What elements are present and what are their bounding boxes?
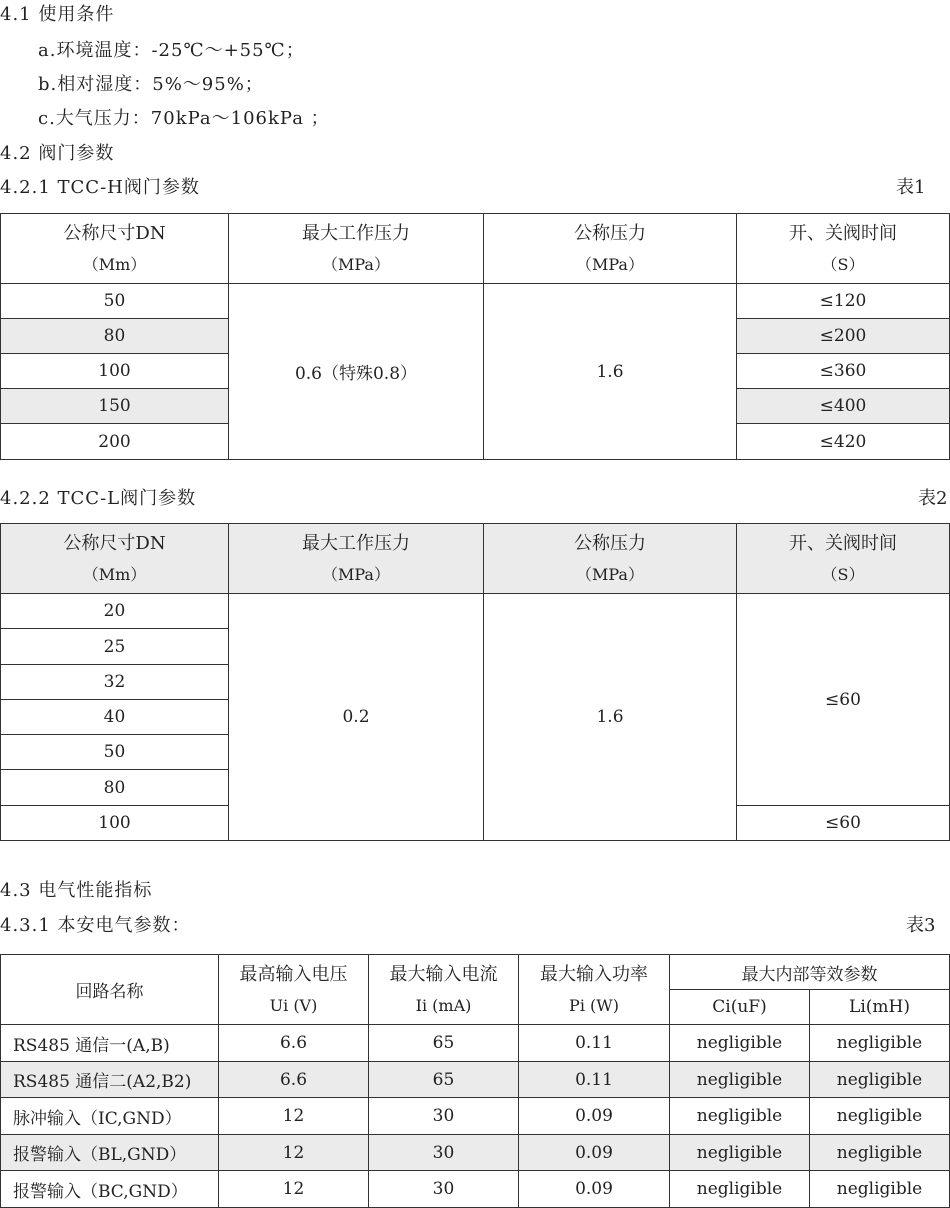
table-row — [1, 1171, 950, 1208]
table3-ci-cell: negligible — [670, 1025, 810, 1062]
table3-ii-cell: 30 — [369, 1171, 519, 1208]
table2-header-row — [1, 524, 950, 594]
table2-dn-cell: 40 — [1, 700, 229, 735]
table3-ui-cell: 6.6 — [219, 1062, 369, 1098]
table3-li-cell: negligible — [810, 1025, 950, 1062]
table1-dn-cell: 150 — [1, 389, 229, 424]
table3-header-power: 最大输入功率 Pi (W) — [519, 955, 670, 1025]
table1-nominal-pressure-cell: 1.6 — [484, 284, 737, 460]
table2-dn-cell: 20 — [1, 594, 229, 629]
table2-header-max-pressure: 最大工作压力 （MPa） — [229, 524, 484, 594]
table3-name-cell: RS485 通信一(A,B) — [1, 1025, 219, 1062]
table3-header-ci: Ci(uF) — [670, 990, 810, 1025]
table1-time-cell: ≤360 — [737, 354, 950, 389]
table3-name-cell: 脉冲输入（IC,GND） — [1, 1098, 219, 1135]
table2-dn-cell: 80 — [1, 770, 229, 806]
table3-ui-cell: 12 — [219, 1171, 369, 1208]
section-4-1-title: 4.1 使用条件 — [0, 4, 115, 25]
table2-header-dn: 公称尺寸DN （Mm） — [1, 524, 229, 594]
table3-li-cell: negligible — [810, 1171, 950, 1208]
table1 — [0, 213, 950, 460]
table1-dn-cell: 100 — [1, 354, 229, 389]
condition-humidity: b.相对湿度：5%～95%； — [38, 74, 264, 95]
table3-ui-cell: 12 — [219, 1098, 369, 1135]
section-4-3-title: 4.3 电气性能指标 — [0, 880, 153, 901]
table1-header-time: 开、关阀时间 （S） — [737, 214, 950, 284]
table3-header-equivalent: 最大内部等效参数 — [670, 955, 950, 990]
table2-dn-cell: 100 — [1, 806, 229, 841]
table3-header-current: 最大输入电流 Ii (mA) — [369, 955, 519, 1025]
table3-li-cell: negligible — [810, 1098, 950, 1135]
table2-heading: 4.2.2 TCC-L阀门参数 — [0, 488, 197, 509]
table3-heading: 4.3.1 本安电气参数： — [0, 915, 191, 936]
table1-dn-cell: 200 — [1, 424, 229, 460]
table3-name-cell: RS485 通信二(A2,B2) — [1, 1062, 219, 1098]
table3-ui-cell: 6.6 — [219, 1025, 369, 1062]
table3-pi-cell: 0.09 — [519, 1098, 670, 1135]
table2-header-time: 开、关阀时间 （S） — [737, 524, 950, 594]
table3-li-cell: negligible — [810, 1062, 950, 1098]
table3-name-cell: 报警输入（BC,GND） — [1, 1171, 219, 1208]
table1-tag: 表1 — [896, 177, 926, 198]
table3-pi-cell: 0.09 — [519, 1171, 670, 1208]
table2-dn-cell: 50 — [1, 735, 229, 770]
table-row — [1, 1135, 950, 1171]
table2-max-pressure-cell: 0.2 — [229, 594, 484, 841]
table1-header-row — [1, 214, 950, 284]
table3-header-li: Li(mH) — [810, 990, 950, 1025]
table3-pi-cell: 0.09 — [519, 1135, 670, 1171]
table2-header-nominal-pressure: 公称压力 （MPa） — [484, 524, 737, 594]
table2-dn-cell: 32 — [1, 665, 229, 700]
table3-ci-cell: negligible — [670, 1062, 810, 1098]
table2-tag: 表2 — [918, 488, 948, 509]
condition-temperature: a.环境温度：-25℃～+55℃； — [38, 40, 305, 61]
table3-ui-cell: 12 — [219, 1135, 369, 1171]
table1-time-cell: ≤420 — [737, 424, 950, 460]
table3-header-voltage: 最高输入电压 Ui (V) — [219, 955, 369, 1025]
table3-pi-cell: 0.11 — [519, 1062, 670, 1098]
table3-ci-cell: negligible — [670, 1098, 810, 1135]
table2 — [0, 523, 950, 841]
table-row — [1, 1098, 950, 1135]
table1-time-cell: ≤200 — [737, 319, 950, 354]
table3-ci-cell: negligible — [670, 1135, 810, 1171]
table-row — [1, 284, 950, 319]
table1-dn-cell: 50 — [1, 284, 229, 319]
condition-pressure: c.大气压力：70kPa～106kPa ； — [38, 108, 330, 129]
table1-time-cell: ≤400 — [737, 389, 950, 424]
section-4-2-title: 4.2 阀门参数 — [0, 143, 115, 164]
table2-nominal-pressure-cell: 1.6 — [484, 594, 737, 841]
table3-ii-cell: 65 — [369, 1062, 519, 1098]
table3-ii-cell: 30 — [369, 1135, 519, 1171]
table3-name-cell: 报警输入（BL,GND） — [1, 1135, 219, 1171]
table1-heading: 4.2.1 TCC-H阀门参数 — [0, 177, 200, 198]
table2-dn-cell: 25 — [1, 629, 229, 665]
table3-ci-cell: negligible — [670, 1171, 810, 1208]
table3-ii-cell: 30 — [369, 1098, 519, 1135]
table1-dn-cell: 80 — [1, 319, 229, 354]
table3-pi-cell: 0.11 — [519, 1025, 670, 1062]
table3-li-cell: negligible — [810, 1135, 950, 1171]
table-row — [1, 1025, 950, 1062]
table3-header-row-1 — [1, 955, 950, 990]
table3-ii-cell: 65 — [369, 1025, 519, 1062]
table3-tag: 表3 — [906, 915, 936, 936]
table3 — [0, 954, 950, 1208]
table2-time-merged-cell: ≤60 — [737, 594, 950, 806]
table1-max-pressure-cell: 0.6（特殊0.8） — [229, 284, 484, 460]
table-row — [1, 1062, 950, 1098]
table1-header-dn: 公称尺寸DN （Mm） — [1, 214, 229, 284]
table1-time-cell: ≤120 — [737, 284, 950, 319]
table1-header-max-pressure: 最大工作压力 （MPa） — [229, 214, 484, 284]
table2-time-last-cell: ≤60 — [737, 806, 950, 841]
table1-header-nominal-pressure: 公称压力 （MPa） — [484, 214, 737, 284]
table3-header-name: 回路名称 — [1, 955, 219, 1025]
table-row — [1, 594, 950, 629]
